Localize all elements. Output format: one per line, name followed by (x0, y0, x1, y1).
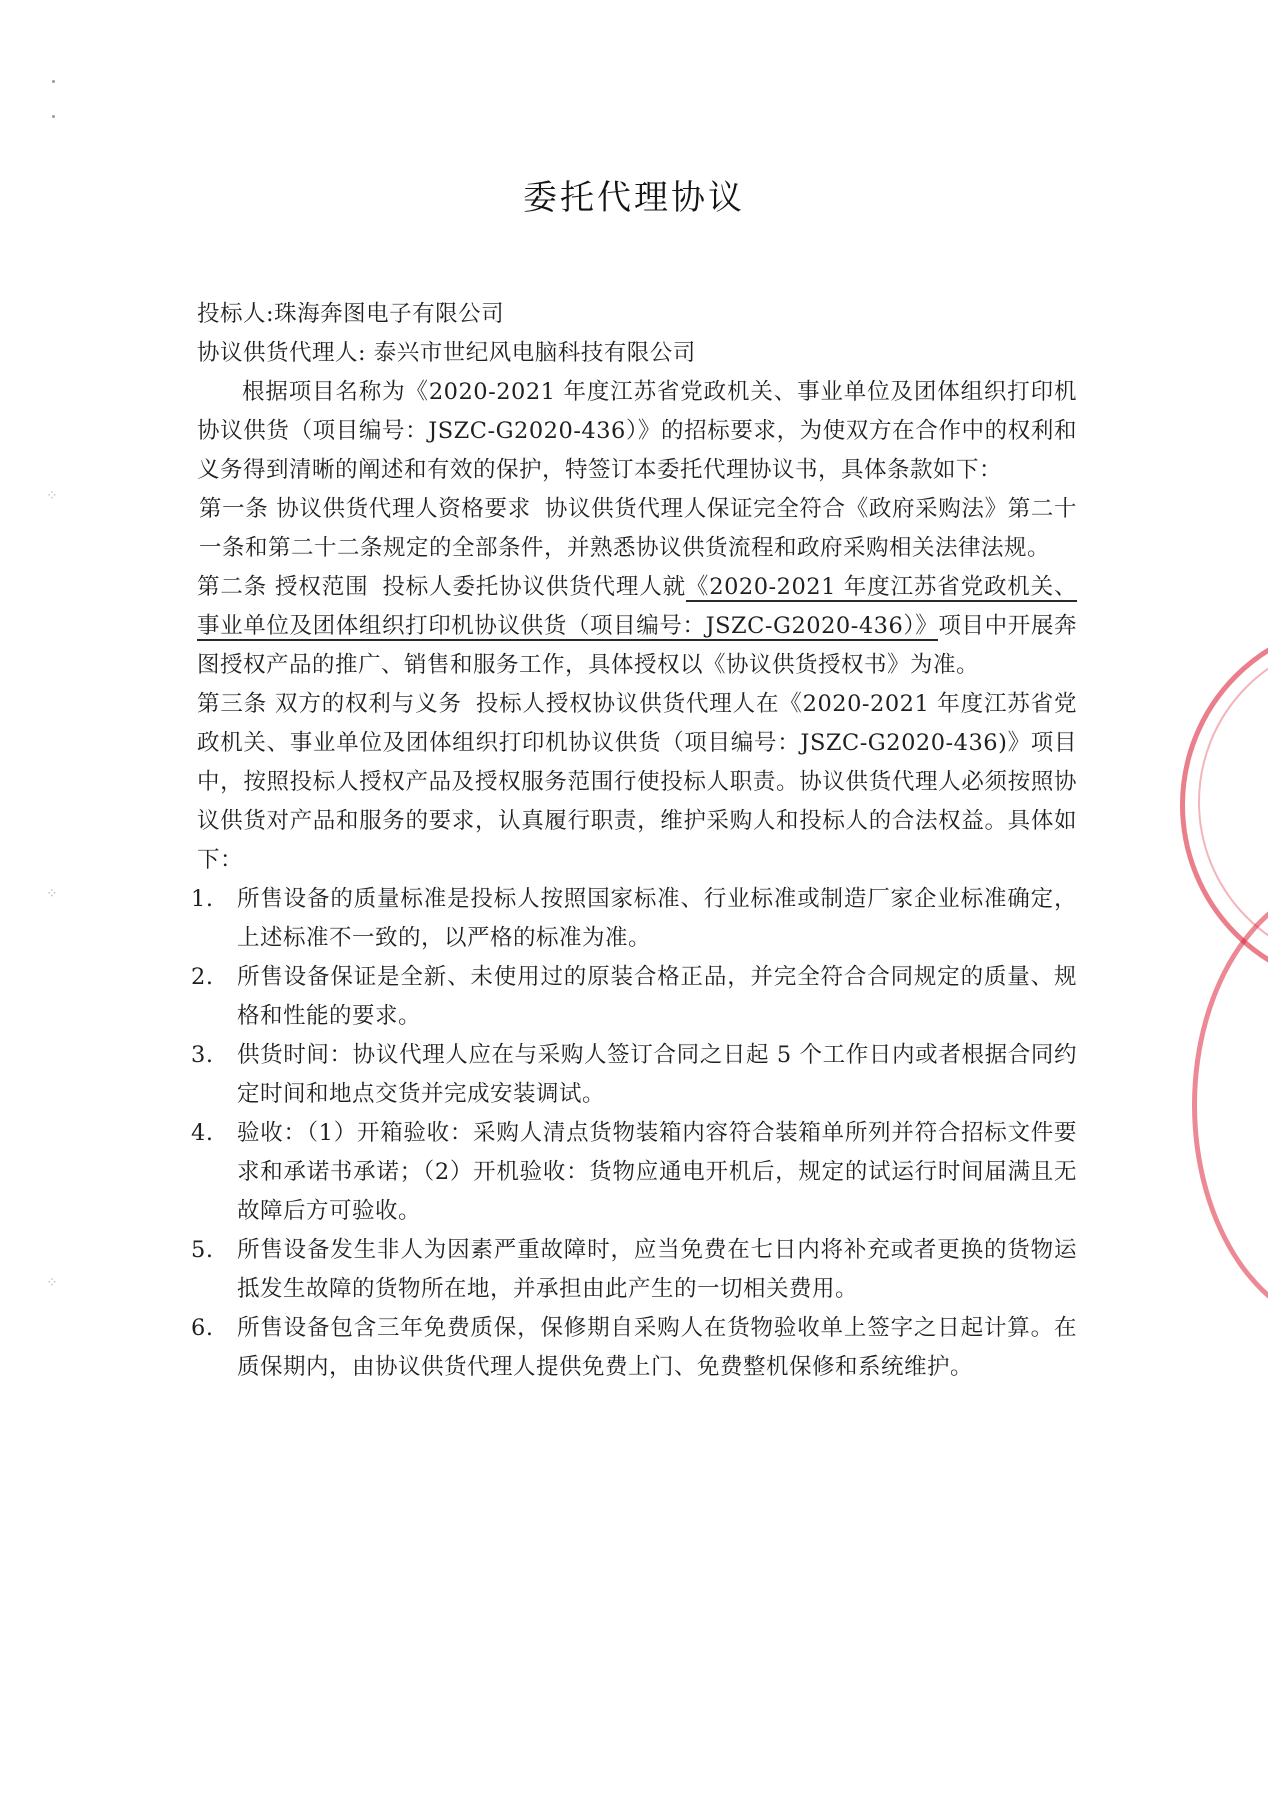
list-item (191, 958, 1077, 1036)
intro-paragraph: 根据项目名称为《2020-2021 年度江苏省党政机关、事业单位及团体组织打印机协议供货（项目编号：JSZC-G2020-436）》的招标要求，为使双方在合作中的权利和义务得到清晰的阐述和有效的保护，特签订本委托代理协议书，具体条款如下： (197, 379, 1077, 483)
list-item-text: 所售设备发生非人为因素严重故障时，应当免费在七日内将补充或者更换的货物运抵发生故障的货物所在地，并承担由此产生的一切相关费用。 (237, 1237, 1077, 1302)
scan-speck (52, 115, 55, 118)
list-item-number: 4. (191, 1120, 214, 1146)
scan-mark: ⁘ (46, 488, 58, 504)
article-3-heading: 第三条 双方的权利与义务 (197, 691, 462, 717)
list-item-text: 验收：（1）开箱验收：采购人清点货物装箱内容符合装箱单所列并符合招标文件要求和承诺书承诺；（2）开机验收：货物应通电开机后，规定的试运行时间届满且无故障后方可验收。 (237, 1120, 1077, 1224)
list-item-text: 所售设备的质量标准是投标人按照国家标准、行业标准或制造厂家企业标准确定，上述标准不一致的，以严格的标准为准。 (237, 886, 1077, 951)
list-item-text: 供货时间：协议代理人应在与采购人签订合同之日起 5 个工作日内或者根据合同约定时间和地点交货并完成安装调试。 (237, 1042, 1077, 1107)
list-item-text: 所售设备包含三年免费质保，保修期自采购人在货物验收单上签字之日起计算。在质保期内，由协议供货代理人提供免费上门、免费整机保修和系统维护。 (237, 1315, 1077, 1380)
article-2-body-after: 项目中开展奔图授权产品的推广、销售和服务工作，具体授权以《协议供货授权书》为准。 (197, 613, 1077, 678)
bidder-line: 投标人:珠海奔图电子有限公司 (197, 301, 505, 327)
list-item-number: 6. (191, 1315, 214, 1341)
obligation-list (191, 880, 1077, 1387)
list-item (191, 880, 1077, 958)
list-item-number: 1. (191, 886, 214, 912)
article-2-body-before: 投标人委托协议供货代理人就 (382, 574, 686, 600)
scan-mark: ⁘ (46, 1275, 58, 1291)
article-2 (197, 568, 1077, 685)
article-3-body: 投标人授权协议供货代理人在《2020-2021 年度江苏省党政机关、事业单位及团体组织打印机协议供货（项目编号：JSZC-G2020-436)》项目中，按照投标人授权产品及授权服务范围行使投标人职责。协议供货代理人必须按照协议供货对产品和服务的要求，认真履行职责，维护采购人和投标人的合法权益。具体如下： (197, 691, 1078, 873)
list-item (191, 1231, 1077, 1309)
agent-line: 协议供货代理人: 泰兴市世纪风电脑科技有限公司 (197, 340, 696, 366)
list-item-number: 5. (191, 1237, 214, 1263)
document-title: 委托代理协议 (523, 178, 745, 218)
scan-speck (52, 80, 55, 83)
company-seal-lower (1192, 880, 1268, 1330)
list-item (191, 1309, 1077, 1387)
list-item-number: 3. (191, 1042, 214, 1068)
article-1-body: 协议供货代理人保证完全符合《政府采购法》第二十一条和第二十二条规定的全部条件，并熟悉协议供货流程和政府采购相关法律法规。 (199, 496, 1077, 561)
document-body (191, 295, 1078, 1387)
article-2-project-name: 《2020-2021 年度江苏省党政机关、事业单位及团体组织打印机协议供货（项目编号：JSZC-G2020-436）》 (197, 574, 1077, 639)
list-item (191, 1036, 1077, 1114)
article-1-heading: 第一条 协议供货代理人资格要求 (199, 496, 531, 522)
article-1 (199, 490, 1077, 568)
list-item (191, 1114, 1077, 1231)
article-3 (197, 685, 1077, 880)
list-item-number: 2. (191, 964, 214, 990)
list-item-text: 所售设备保证是全新、未使用过的原装合格正品，并完全符合合同规定的质量、规格和性能的要求。 (237, 964, 1077, 1029)
scan-mark: ⁘ (46, 886, 58, 902)
article-2-heading: 第二条 授权范围 (197, 574, 369, 600)
